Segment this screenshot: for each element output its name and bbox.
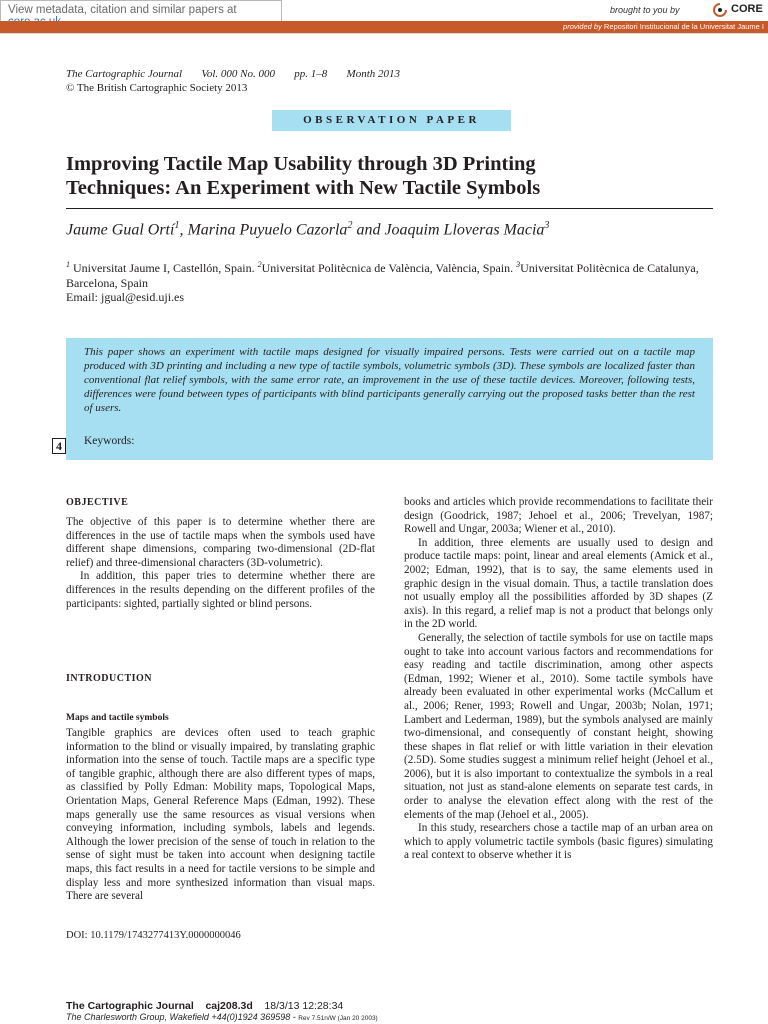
right-paragraph-1: books and articles which provide recommendations to facilitate their design (Goodrick, 1987; Jehoel et al., 2006; Trevelyan, 1987; Rowell and Ungar, 2003a; Wiener et al., 2010).	[404, 496, 713, 536]
author-1-sup: 1	[174, 220, 180, 231]
objective-section	[66, 516, 375, 611]
paper-title	[66, 152, 726, 200]
keywords-label: Keywords:	[84, 435, 135, 447]
core-logo-icon	[713, 3, 727, 17]
journal-volume: Vol. 000 No. 000	[201, 68, 276, 80]
abstract-text: This paper shows an experiment with tactile maps designed for visually impaired persons. Tests were carried out on a tactile map produced with 3D printing and including a new type of tactile symbols, volumetric symbols (3D). These symbols are localized faster than conventional flat relief symbols, with the same error rate, an improvement in the use of these tactile devices. Moreover, following tests, differences were found between types of participants with blind participants generally carrying out the proposed tasks better than the rest of users.	[84, 346, 695, 414]
title-divider	[66, 208, 713, 209]
footer-datetime: 18/3/13 12:28:34	[264, 1000, 344, 1012]
author-3: Joaquim Lloveras Macia	[384, 221, 545, 239]
paper-title-line1: Improving Tactile Map Usability through 3D Printing	[66, 153, 536, 175]
footer-rev: Rev 7.51n/W (Jan 20 2003)	[298, 1015, 378, 1022]
footer-line-1	[66, 1000, 343, 1012]
introduction-heading: INTRODUCTION	[66, 673, 153, 684]
paper-title-line2: Techniques: An Experiment with New Tactile Symbols	[66, 177, 541, 199]
paper-type-label: OBSERVATION PAPER	[303, 114, 480, 126]
affiliations: $^1$ Universitat Jaume I, Castellón, Spain. $^2$Universitat Politècnica de València, València, Spain. $^3$Universitat Politècnica de Catalunya, Barcelona, Spain Email: jgual@esid.uji.es	[66, 258, 716, 305]
core-brought-by-text: brought to you by	[610, 5, 680, 15]
maps-section	[66, 727, 375, 904]
objective-heading: OBJECTIVE	[66, 497, 129, 508]
core-metadata-text: View metadata, citation and similar papers at	[8, 4, 237, 16]
journal-date: Month 2013	[346, 68, 401, 80]
author-email: Email: jgual@esid.uji.es	[66, 290, 185, 304]
author-2: Marina Puyuelo Cazorla	[187, 221, 348, 239]
doi: DOI: 10.1179/1743277413Y.0000000046	[66, 930, 241, 941]
footer-publisher: The Charlesworth Group, Wakefield +44(0)1924 369598 -	[66, 1012, 296, 1022]
objective-paragraph-2: In addition, this paper tries to determine whether there are differences in the results depending on the different profiles of the participants: sighted, partially sighted or blind persons.	[66, 570, 375, 610]
footer-line-2	[66, 1012, 378, 1022]
affiliation-3: Universitat Politècnica de Catalunya, Barcelona, Spain	[66, 261, 699, 290]
right-paragraph-2: In addition, three elements are usually used to design and produce tactile maps: point, linear and areal elements (Amick et al., 2002; Edman, 1992), that is to say, the same elements used in graphic design in the visual domain. Thus, a tactile translation does not usually employ all the possibilities afforded by 3D shapes (Z axis). In this regard, a relief map is not a product that belongs only in the 2D world.	[404, 536, 713, 631]
footer-code: caj208.3d	[205, 1000, 253, 1012]
author-1: Jaume Gual Ortí	[66, 221, 175, 239]
right-paragraph-3: Generally, the selection of tactile symbols for use on tactile maps ought to take into account various factors and recommendations for easy reading and tactile discrimination, among other aspects (Edman, 1992; Wiener et al., 2010). Some tactile symbols have already been evaluated in other experimental works (McCallum et al., 2006; Rener, 1993; Rowell and Ungar, 2003b; Nolan, 1971; Lambert and Lederman, 1989), but the symbols analysed are mainly two-dimensional, and consequently of constant height, showing these shapes in flat relief or with little variation in their elevation (2.5D). Some studies suggest a minimum relief height (Jehoel et al., 2006), but it is also important to contextualize the symbols in a real situation, not just as stand-alone elements on separate test cards, in order to analyse the elevation effect along with the rest of the elements of the map (Jehoel et al., 2005).	[404, 631, 713, 821]
page-marker: 4	[52, 438, 66, 454]
core-provided-prefix: provided by	[563, 22, 602, 31]
journal-header	[66, 68, 400, 80]
right-column	[404, 496, 713, 863]
affiliation-2: Universitat Politècnica de València, València, Spain.	[261, 261, 517, 275]
core-provided-by	[563, 22, 764, 31]
footer-journal: The Cartographic Journal	[66, 1000, 194, 1012]
journal-copyright: © The British Cartographic Society 2013	[66, 82, 248, 94]
author-3-sup: 3	[544, 220, 550, 231]
core-metadata-link-box[interactable]	[0, 0, 282, 22]
maps-paragraph-1: Tangible graphics are devices often used to teach graphic information to the blind or visually impaired, by translating graphic information into the sense of touch. Tactile maps are a specific type of tangible graphic, although there are also different types of maps, as classified by Polly Edman: Mobility maps, Topological Maps, Orientation Maps, General Reference Maps (Edman, 1992). These maps generally use the same resources as visual versions when conveying information, including symbols, labels and legends. Although the lower precision of the sense of touch in relation to the sense of sight must be taken into account when designing tactile maps, this fact results in a need for tactile versions to be simple and display less and more synthesized information than visual maps. There are several	[66, 727, 375, 903]
core-logo-name[interactable]: CORE	[731, 3, 763, 15]
author-list: Jaume Gual Ortí$^1$, Marina Puyuelo Cazorla$^2$ and Joaquim Lloveras Macia$^3$	[66, 220, 550, 239]
affiliation-1: Universitat Jaume I, Castellón, Spain.	[70, 261, 258, 275]
journal-name: The Cartographic Journal	[66, 68, 183, 80]
author-2-sup: 2	[347, 220, 353, 231]
maps-subheading: Maps and tactile symbols	[66, 713, 169, 723]
objective-paragraph-1: The objective of this paper is to determine whether there are differences in the use of tactile maps when the symbols used have different shape dimensions, comparing two-dimensional (2D-flat relief) and three-dimensional characters (3D-volumetric).	[66, 516, 375, 569]
right-paragraph-4: In this study, researchers chose a tactile map of an urban area on which to apply volumetric tactile symbols (basic figures) simulating a real context to observe whether it is	[404, 822, 713, 862]
core-provided-source[interactable]: Repositori Institucional de la Universitat Jaume I	[603, 22, 764, 31]
journal-pages: pp. 1–8	[294, 68, 328, 80]
